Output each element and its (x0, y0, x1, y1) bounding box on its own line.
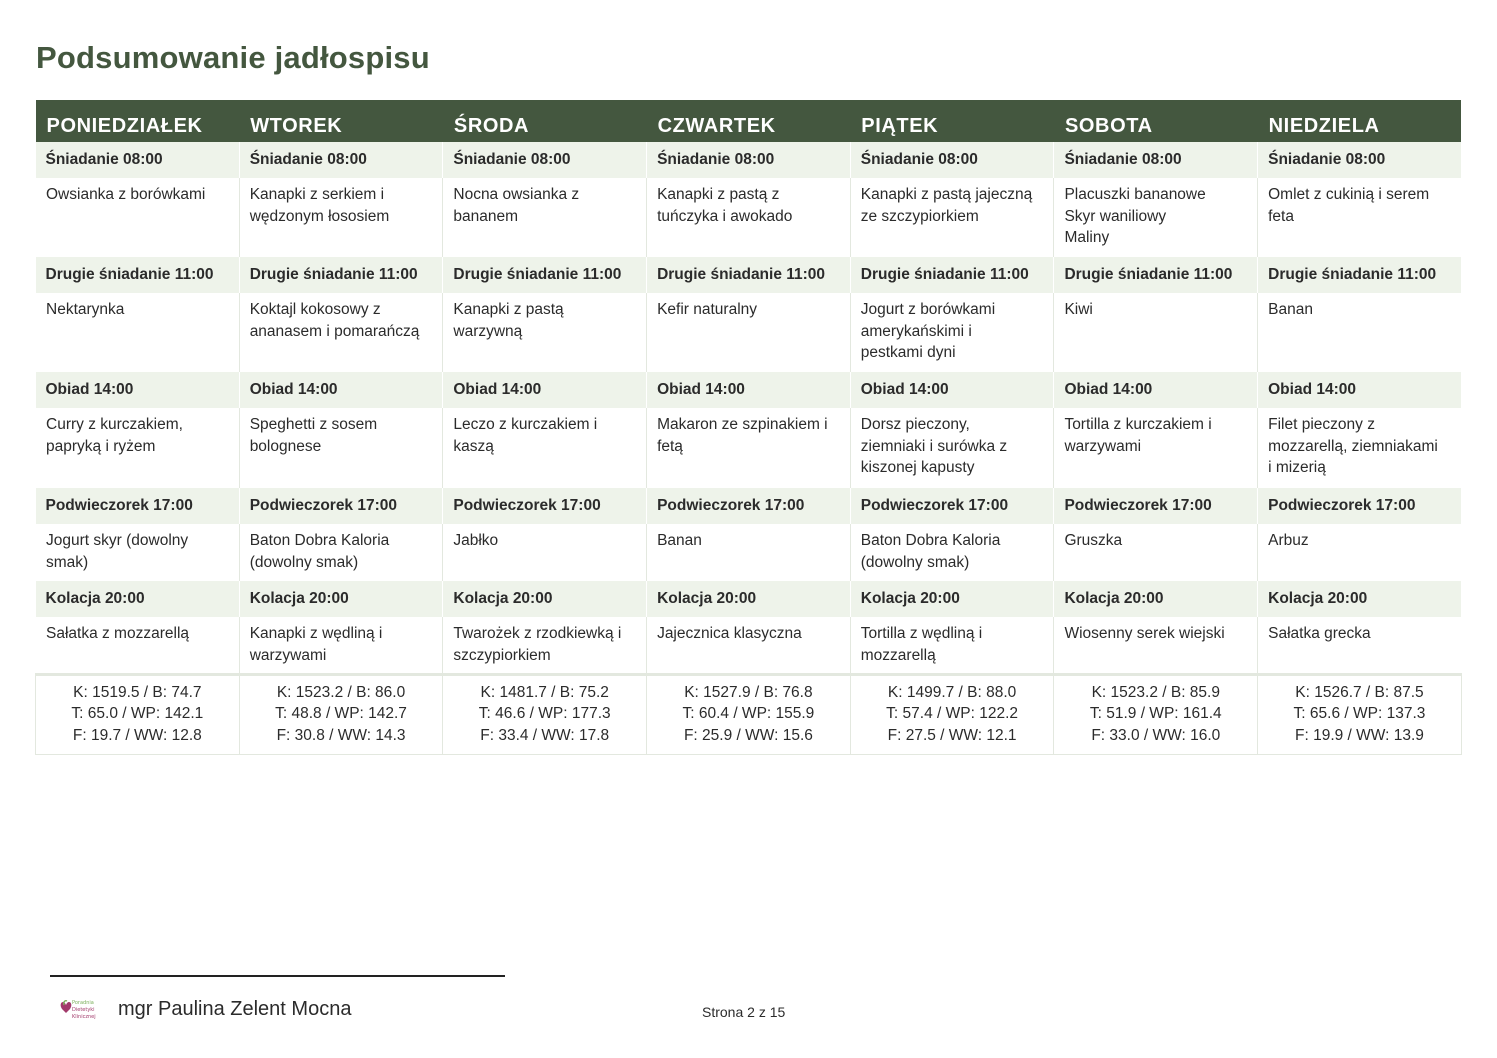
dish-cell (850, 178, 1054, 257)
meal-label: Kolacja 20:00 (443, 581, 647, 617)
dish-text: mozzarellą, ziemniakami (1268, 437, 1438, 455)
dish-text: ze szczypiorkiem (860, 207, 979, 225)
logo-text-line: Poradnia (72, 1000, 94, 1006)
nutrition-value: T: 51.9 / WP: 161.4 (1089, 705, 1222, 722)
meal-label: Obiad 14:00 (239, 372, 443, 408)
dish-text: Maliny (1064, 229, 1110, 246)
page-number: Strona 2 z 15 (702, 1004, 786, 1020)
day-header: CZWARTEK (647, 100, 851, 142)
meal-label: Kolacja 20:00 (239, 581, 443, 617)
meal-label: Drugie śniadanie 11:00 (239, 257, 443, 293)
nutrition-value: K: 1519.5 / B: 74.7 (73, 683, 202, 701)
dish-text: Leczo z kurczakiem i (453, 416, 598, 433)
dish-text: Gruszka (1064, 532, 1123, 549)
dish-text: Kanapki z pastą (453, 301, 564, 318)
nutrition-value: F: 33.4 / WW: 17.8 (480, 726, 610, 744)
page-title: Podsumowanie jadłospisu (36, 40, 430, 75)
meal-label: Kolacja 20:00 (647, 581, 851, 617)
dish-text: (dowolny smak) (860, 553, 970, 571)
dish-text: Twarożek z rzodkiewką i (453, 625, 622, 642)
nutrition-value: T: 46.6 / WP: 177.3 (478, 705, 611, 722)
dish-cell (1054, 524, 1258, 581)
dish-text: Placuszki bananowe (1064, 186, 1206, 203)
clinic-logo-icon (56, 997, 100, 1023)
dish-row (36, 524, 1462, 581)
dish-text: Baton Dobra Kaloria (249, 532, 390, 549)
dish-text: kiszonej kapusty (860, 459, 975, 476)
meal-label: Kolacja 20:00 (1258, 581, 1462, 617)
footer-author: mgr Paulina Zelent Mocna (118, 998, 352, 1020)
dish-cell (443, 293, 647, 372)
dish-text: Nektarynka (46, 301, 125, 318)
meal-label: Śniadanie 08:00 (850, 142, 1054, 178)
dish-text: Dorsz pieczony, (860, 416, 970, 433)
dish-cell (1054, 408, 1258, 488)
dish-cell (239, 408, 443, 488)
dish-text: warzywną (453, 322, 523, 340)
dish-cell (1054, 178, 1258, 257)
nutrition-summary-cell (1054, 674, 1258, 754)
dish-cell (1258, 293, 1462, 372)
nutrition-value: T: 65.6 / WP: 137.3 (1293, 705, 1426, 722)
dish-text: bolognese (249, 437, 322, 455)
nutrition-value: T: 65.0 / WP: 142.1 (71, 705, 204, 722)
meal-label: Drugie śniadanie 11:00 (1258, 257, 1462, 293)
dish-text: Kanapki z pastą z (657, 186, 780, 203)
logo-text-line: Dietetyki (72, 1007, 95, 1013)
dish-text: Jabłko (453, 532, 499, 549)
day-header-row (36, 100, 1462, 142)
meal-label: Podwieczorek 17:00 (443, 488, 647, 524)
meal-label: Śniadanie 08:00 (443, 142, 647, 178)
dish-text: Owsianka z borówkami (46, 186, 206, 203)
dish-text: Makaron ze szpinakiem i (657, 416, 828, 433)
dish-text: Omlet z cukinią i serem (1268, 186, 1430, 203)
dish-text: Kanapki z serkiem i (249, 186, 385, 203)
dish-text: amerykańskimi i (860, 322, 972, 340)
meal-label: Drugie śniadanie 11:00 (36, 257, 240, 293)
dish-cell (36, 178, 240, 257)
nutrition-value: K: 1527.9 / B: 76.8 (684, 683, 813, 701)
dish-text: ananasem i pomarańczą (249, 322, 420, 340)
meal-label: Drugie śniadanie 11:00 (647, 257, 851, 293)
nutrition-value: T: 57.4 / WP: 122.2 (886, 705, 1018, 722)
dish-text: papryką i ryżem (46, 437, 156, 455)
meal-label: Podwieczorek 17:00 (647, 488, 851, 524)
dish-text: szczypiorkiem (453, 646, 551, 664)
meal-label: Podwieczorek 17:00 (1054, 488, 1258, 524)
meal-label: Obiad 14:00 (1258, 372, 1462, 408)
dish-text: Wiosenny serek wiejski (1064, 625, 1225, 642)
dish-text: Kanapki z wędliną i (249, 625, 383, 642)
dish-cell (647, 293, 851, 372)
menu-table (35, 100, 1462, 755)
meal-label: Podwieczorek 17:00 (239, 488, 443, 524)
dish-text: Arbuz (1268, 532, 1309, 549)
meal-label: Drugie śniadanie 11:00 (850, 257, 1054, 293)
meal-label: Podwieczorek 17:00 (850, 488, 1054, 524)
day-header: WTOREK (239, 100, 443, 142)
nutrition-summary-row (36, 674, 1462, 754)
dish-text: Sałatka grecka (1268, 625, 1371, 642)
dish-text: pestkami dyni (860, 344, 956, 361)
nutrition-summary-cell (647, 674, 851, 754)
dish-text: kaszą (453, 437, 494, 455)
nutrition-value: K: 1499.7 / B: 88.0 (887, 683, 1017, 701)
dish-cell (239, 524, 443, 581)
nutrition-value: K: 1481.7 / B: 75.2 (480, 683, 609, 701)
nutrition-value: F: 19.7 / WW: 12.8 (72, 726, 202, 744)
dish-cell (647, 408, 851, 488)
dish-text: smak) (46, 553, 89, 571)
dish-text: Filet pieczony z (1268, 416, 1375, 433)
dish-text: mozzarellą (860, 646, 936, 664)
dish-text: wędzonym łososiem (249, 207, 390, 225)
nutrition-value: F: 33.0 / WW: 16.0 (1091, 726, 1221, 744)
dish-row (36, 617, 1462, 674)
dish-cell (36, 293, 240, 372)
dish-text: fetą (657, 437, 683, 455)
dish-row (36, 293, 1462, 372)
dish-cell (1258, 617, 1462, 674)
meal-label: Obiad 14:00 (850, 372, 1054, 408)
dish-text: i mizerią (1268, 459, 1326, 476)
nutrition-summary-cell (850, 674, 1054, 754)
dish-text: bananem (453, 207, 519, 225)
meal-label: Obiad 14:00 (36, 372, 240, 408)
meal-label: Kolacja 20:00 (36, 581, 240, 617)
meal-label: Podwieczorek 17:00 (1258, 488, 1462, 524)
meal-label-row (36, 488, 1462, 524)
nutrition-summary-cell (1258, 674, 1462, 754)
nutrition-value: K: 1526.7 / B: 87.5 (1295, 683, 1424, 701)
dish-text: Curry z kurczakiem, (46, 416, 183, 433)
meal-label: Śniadanie 08:00 (647, 142, 851, 178)
dish-cell (36, 524, 240, 581)
dish-cell (850, 293, 1054, 372)
dish-cell (1258, 524, 1462, 581)
meal-label: Obiad 14:00 (647, 372, 851, 408)
dish-text: Skyr waniliowy (1064, 207, 1167, 225)
dish-text: warzywami (1064, 437, 1142, 455)
logo-text-line: Klinicznej (72, 1014, 96, 1020)
meal-label: Śniadanie 08:00 (239, 142, 443, 178)
meal-label-row (36, 581, 1462, 617)
dish-cell (647, 524, 851, 581)
footer-divider (50, 975, 505, 977)
dish-text: Sałatka z mozzarellą (46, 625, 190, 642)
dish-cell (1258, 178, 1462, 257)
nutrition-value: F: 25.9 / WW: 15.6 (683, 726, 813, 744)
meal-label: Śniadanie 08:00 (1258, 142, 1462, 178)
dish-text: Jajecznica klasyczna (657, 625, 802, 642)
dish-cell (1258, 408, 1462, 488)
dish-cell (443, 524, 647, 581)
dish-text: Tortilla z wędliną i (860, 625, 983, 642)
meal-label: Obiad 14:00 (1054, 372, 1258, 408)
dish-text: ziemniaki i surówka z (860, 437, 1008, 455)
dish-cell (850, 408, 1054, 488)
meal-label-row (36, 372, 1462, 408)
dish-text: Banan (657, 532, 702, 549)
dish-cell (1054, 617, 1258, 674)
meal-label: Śniadanie 08:00 (36, 142, 240, 178)
dish-cell (850, 524, 1054, 581)
meal-label: Drugie śniadanie 11:00 (443, 257, 647, 293)
nutrition-value: K: 1523.2 / B: 86.0 (276, 683, 406, 701)
nutrition-summary-cell (36, 674, 240, 754)
day-header: ŚRODA (443, 100, 647, 142)
dish-text: tuńczyka i awokado (657, 207, 793, 225)
dish-row (36, 178, 1462, 257)
dish-text: (dowolny smak) (249, 553, 359, 571)
dish-text: Kanapki z pastą jajeczną (860, 186, 1033, 203)
dish-text: feta (1268, 207, 1294, 225)
day-header: SOBOTA (1054, 100, 1258, 142)
nutrition-value: F: 19.9 / WW: 13.9 (1295, 726, 1424, 744)
nutrition-value: T: 48.8 / WP: 142.7 (275, 705, 407, 722)
nutrition-value: F: 30.8 / WW: 14.3 (276, 726, 406, 744)
dish-cell (1054, 293, 1258, 372)
dish-text: Baton Dobra Kaloria (860, 532, 1001, 549)
dish-cell (239, 178, 443, 257)
dish-cell (239, 293, 443, 372)
nutrition-value: F: 27.5 / WW: 12.1 (887, 726, 1017, 744)
day-header: PONIEDZIAŁEK (36, 100, 240, 142)
dish-text: Speghetti z sosem (249, 416, 378, 433)
meal-label: Kolacja 20:00 (850, 581, 1054, 617)
nutrition-summary-cell (443, 674, 647, 754)
dish-cell (647, 617, 851, 674)
dish-cell (850, 617, 1054, 674)
dish-text: Banan (1268, 301, 1313, 318)
dish-cell (443, 408, 647, 488)
dish-cell (647, 178, 851, 257)
dish-cell (443, 178, 647, 257)
meal-label: Śniadanie 08:00 (1054, 142, 1258, 178)
dish-text: Nocna owsianka z (453, 186, 580, 203)
dish-cell (36, 617, 240, 674)
dish-text: Tortilla z kurczakiem i (1064, 416, 1212, 433)
meal-label: Drugie śniadanie 11:00 (1054, 257, 1258, 293)
nutrition-value: K: 1523.2 / B: 85.9 (1091, 683, 1220, 701)
dish-row (36, 408, 1462, 488)
meal-label: Podwieczorek 17:00 (36, 488, 240, 524)
dish-cell (36, 408, 240, 488)
meal-label: Kolacja 20:00 (1054, 581, 1258, 617)
dish-text: Jogurt skyr (dowolny (46, 532, 189, 549)
dish-cell (443, 617, 647, 674)
dish-text: Kiwi (1064, 301, 1093, 318)
meal-label-row (36, 142, 1462, 178)
day-header: NIEDZIELA (1258, 100, 1462, 142)
dish-text: Jogurt z borówkami (860, 301, 996, 318)
dish-cell (239, 617, 443, 674)
dish-text: Kefir naturalny (657, 301, 758, 318)
nutrition-summary-cell (239, 674, 443, 754)
nutrition-value: T: 60.4 / WP: 155.9 (682, 705, 815, 722)
day-header: PIĄTEK (850, 100, 1054, 142)
meal-label-row (36, 257, 1462, 293)
dish-text: Koktajl kokosowy z (249, 301, 381, 318)
meal-label: Obiad 14:00 (443, 372, 647, 408)
dish-text: warzywami (249, 646, 327, 664)
